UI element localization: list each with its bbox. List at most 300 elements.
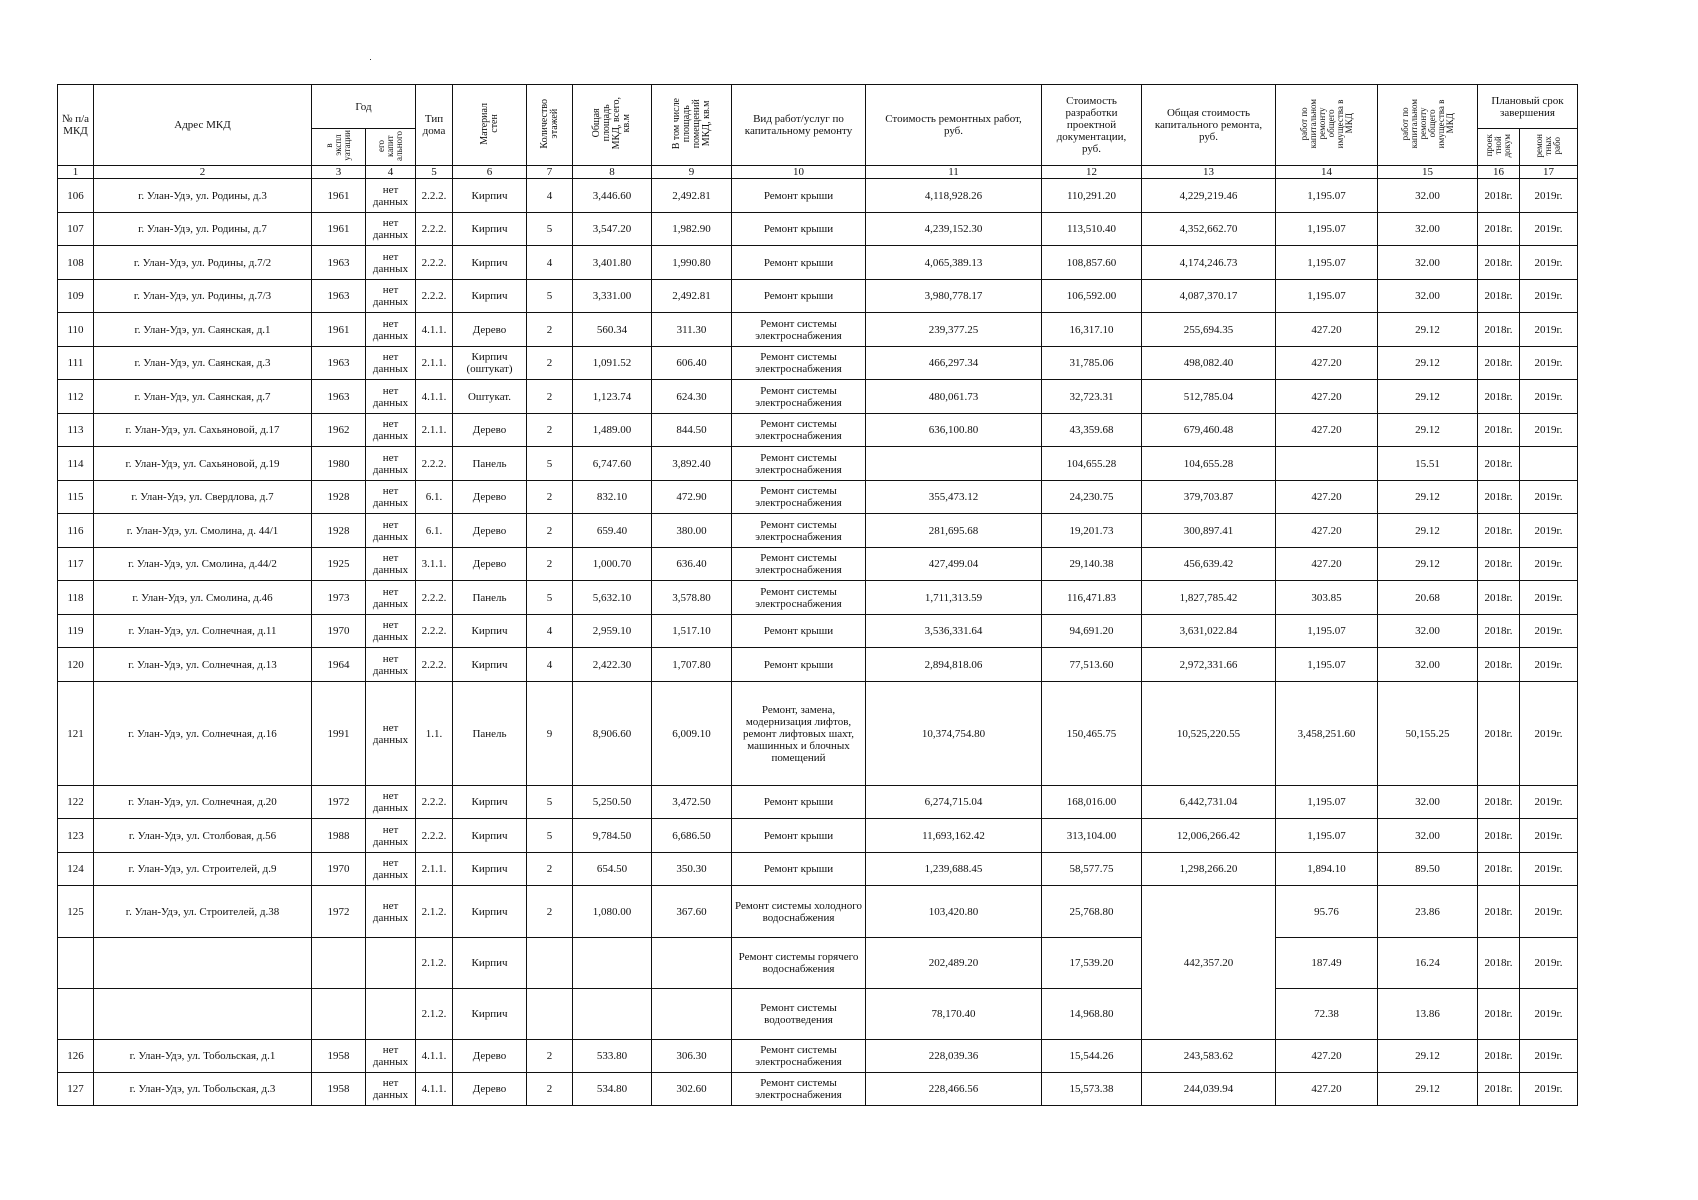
deadline-design-cell: 2018г.	[1478, 414, 1520, 447]
deadline-works-cell: 2019г.	[1520, 246, 1578, 280]
total-cost-cell: 456,639.42	[1142, 548, 1276, 581]
col15-cell: 50,155.25	[1378, 682, 1478, 786]
col14-cell: 1,195.07	[1276, 819, 1378, 853]
material-cell: Дерево	[453, 414, 527, 447]
floors-cell: 2	[527, 347, 573, 380]
col15-cell: 15.51	[1378, 447, 1478, 481]
deadline-design-cell: 2018г.	[1478, 786, 1520, 819]
floors-cell: 5	[527, 819, 573, 853]
header-area-rooms: В том числе площадь помещений МКД, кв.м	[652, 85, 732, 166]
total-cost-cell: 379,703.87	[1142, 481, 1276, 514]
floors-cell: 5	[527, 581, 573, 615]
year-cell	[312, 938, 366, 989]
address-cell: г. Улан-Удэ, ул. Тобольская, д.1	[94, 1040, 312, 1073]
year-cell: 1980	[312, 447, 366, 481]
deadline-design-cell: 2018г.	[1478, 313, 1520, 347]
house-type-cell: 4.1.1.	[416, 1073, 453, 1106]
floors-cell: 5	[527, 280, 573, 313]
cost-cell: 1,711,313.59	[866, 581, 1042, 615]
deadline-design-cell: 2018г.	[1478, 548, 1520, 581]
deadline-works-cell: 2019г.	[1520, 819, 1578, 853]
cost-cell: 11,693,162.42	[866, 819, 1042, 853]
year-cell: 1972	[312, 886, 366, 938]
deadline-works-cell: 2019г.	[1520, 380, 1578, 414]
address-cell: г. Улан-Удэ, ул. Смолина, д.46	[94, 581, 312, 615]
work-type-cell: Ремонт системы электроснабжения	[732, 447, 866, 481]
total-area-cell: 560.34	[573, 313, 652, 347]
column-number: 4	[366, 166, 416, 179]
deadline-design-cell: 2018г.	[1478, 886, 1520, 938]
house-type-cell: 6.1.	[416, 481, 453, 514]
house-type-cell: 4.1.1.	[416, 313, 453, 347]
total-area-cell	[573, 938, 652, 989]
col15-cell: 32.00	[1378, 179, 1478, 213]
header-design-cost: Стоимость разработки проектной документации, руб.	[1042, 85, 1142, 166]
floors-cell: 5	[527, 213, 573, 246]
house-type-cell: 2.2.2.	[416, 819, 453, 853]
table-row	[58, 1073, 1578, 1106]
total-cost-cell: 104,655.28	[1142, 447, 1276, 481]
total-cost-cell: 3,631,022.84	[1142, 615, 1276, 648]
address-cell: г. Улан-Удэ, ул. Сахьяновой, д.19	[94, 447, 312, 481]
table-row	[58, 347, 1578, 380]
house-type-cell: 3.1.1.	[416, 548, 453, 581]
table-row	[58, 682, 1578, 786]
address-cell: г. Улан-Удэ, ул. Сахьяновой, д.17	[94, 414, 312, 447]
material-cell: Кирпич	[453, 886, 527, 938]
floors-cell: 2	[527, 1040, 573, 1073]
capital-year-cell: нет данных	[366, 481, 416, 514]
header-area-total: Общая площадь МКД, всего, кв.м	[573, 85, 652, 166]
work-type-cell: Ремонт системы электроснабжения	[732, 581, 866, 615]
deadline-design-cell: 2018г.	[1478, 447, 1520, 481]
design-cost-cell: 29,140.38	[1042, 548, 1142, 581]
repair-plan-table	[57, 84, 1578, 1106]
deadline-design-cell: 2018г.	[1478, 514, 1520, 548]
col15-cell: 29.12	[1378, 481, 1478, 514]
row-number	[58, 989, 94, 1040]
address-cell: г. Улан-Удэ, ул. Родины, д.7/3	[94, 280, 312, 313]
total-cost-cell: 6,442,731.04	[1142, 786, 1276, 819]
rooms-area-cell: 2,492.81	[652, 179, 732, 213]
row-number: 124	[58, 853, 94, 886]
work-type-cell: Ремонт системы электроснабжения	[732, 347, 866, 380]
col14-cell: 1,195.07	[1276, 179, 1378, 213]
work-type-cell: Ремонт крыши	[732, 648, 866, 682]
row-number: 127	[58, 1073, 94, 1106]
col14-cell: 3,458,251.60	[1276, 682, 1378, 786]
capital-year-cell	[366, 938, 416, 989]
cost-cell: 1,239,688.45	[866, 853, 1042, 886]
work-type-cell: Ремонт системы электроснабжения	[732, 1073, 866, 1106]
total-area-cell: 1,000.70	[573, 548, 652, 581]
total-area-cell: 3,331.00	[573, 280, 652, 313]
house-type-cell: 1.1.	[416, 682, 453, 786]
col14-cell: 427.20	[1276, 1040, 1378, 1073]
capital-year-cell: нет данных	[366, 280, 416, 313]
col15-cell: 32.00	[1378, 213, 1478, 246]
capital-year-cell: нет данных	[366, 819, 416, 853]
address-cell: г. Улан-Удэ, ул. Строителей, д.38	[94, 886, 312, 938]
floors-cell: 2	[527, 853, 573, 886]
deadline-works-cell: 2019г.	[1520, 1040, 1578, 1073]
row-number: 123	[58, 819, 94, 853]
column-number: 13	[1142, 166, 1276, 179]
capital-year-cell: нет данных	[366, 447, 416, 481]
year-cell: 1970	[312, 615, 366, 648]
cost-cell: 202,489.20	[866, 938, 1042, 989]
header-work: Вид работ/услуг по капитальному ремонту	[732, 85, 866, 166]
deadline-design-cell: 2018г.	[1478, 213, 1520, 246]
table-row	[58, 548, 1578, 581]
total-cost-cell: 4,174,246.73	[1142, 246, 1276, 280]
total-area-cell: 8,906.60	[573, 682, 652, 786]
year-cell: 1963	[312, 380, 366, 414]
floors-cell: 2	[527, 548, 573, 581]
address-cell: г. Улан-Удэ, ул. Саянская, д.7	[94, 380, 312, 414]
total-area-cell: 9,784.50	[573, 819, 652, 853]
row-number: 115	[58, 481, 94, 514]
floors-cell: 5	[527, 786, 573, 819]
year-cell: 1973	[312, 581, 366, 615]
design-cost-cell: 116,471.83	[1042, 581, 1142, 615]
design-cost-cell: 58,577.75	[1042, 853, 1142, 886]
total-cost-cell: 2,972,331.66	[1142, 648, 1276, 682]
house-type-cell: 2.2.2.	[416, 179, 453, 213]
year-cell: 1928	[312, 514, 366, 548]
capital-year-cell: нет данных	[366, 682, 416, 786]
cost-cell: 78,170.40	[866, 989, 1042, 1040]
col14-cell: 1,894.10	[1276, 853, 1378, 886]
capital-year-cell: нет данных	[366, 615, 416, 648]
col14-cell: 427.20	[1276, 313, 1378, 347]
deadline-works-cell: 2019г.	[1520, 213, 1578, 246]
column-number: 14	[1276, 166, 1378, 179]
design-cost-cell: 113,510.40	[1042, 213, 1142, 246]
house-type-cell: 2.1.2.	[416, 938, 453, 989]
floors-cell: 2	[527, 1073, 573, 1106]
year-cell: 1958	[312, 1040, 366, 1073]
col14-cell: 95.76	[1276, 886, 1378, 938]
table-body	[58, 179, 1578, 1106]
deadline-works-cell: 2019г.	[1520, 514, 1578, 548]
capital-year-cell: нет данных	[366, 179, 416, 213]
year-cell: 1925	[312, 548, 366, 581]
capital-year-cell: нет данных	[366, 786, 416, 819]
house-type-cell: 2.1.1.	[416, 414, 453, 447]
rooms-area-cell: 472.90	[652, 481, 732, 514]
col14-cell: 1,195.07	[1276, 615, 1378, 648]
col14-cell: 1,195.07	[1276, 648, 1378, 682]
rooms-area-cell: 380.00	[652, 514, 732, 548]
material-cell: Кирпич	[453, 786, 527, 819]
house-type-cell: 2.2.2.	[416, 786, 453, 819]
cost-cell: 636,100.80	[866, 414, 1042, 447]
material-cell: Панель	[453, 581, 527, 615]
rooms-area-cell: 3,892.40	[652, 447, 732, 481]
rooms-area-cell: 844.50	[652, 414, 732, 447]
col15-cell: 29.12	[1378, 1073, 1478, 1106]
cost-cell: 4,065,389.13	[866, 246, 1042, 280]
deadline-works-cell: 2019г.	[1520, 615, 1578, 648]
material-cell: Дерево	[453, 1040, 527, 1073]
address-cell: г. Улан-Удэ, ул. Тобольская, д.3	[94, 1073, 312, 1106]
address-cell: г. Улан-Удэ, ул. Смолина, д.44/2	[94, 548, 312, 581]
col14-cell: 1,195.07	[1276, 246, 1378, 280]
col14-cell: 427.20	[1276, 414, 1378, 447]
floors-cell: 4	[527, 179, 573, 213]
cost-cell: 4,239,152.30	[866, 213, 1042, 246]
total-cost-cell: 1,298,266.20	[1142, 853, 1276, 886]
rooms-area-cell: 6,686.50	[652, 819, 732, 853]
address-cell: г. Улан-Удэ, ул. Саянская, д.1	[94, 313, 312, 347]
table-row	[58, 615, 1578, 648]
year-cell: 1963	[312, 347, 366, 380]
row-number	[58, 938, 94, 989]
cost-cell: 3,536,331.64	[866, 615, 1042, 648]
row-number: 106	[58, 179, 94, 213]
deadline-design-cell: 2018г.	[1478, 1073, 1520, 1106]
rooms-area-cell: 2,492.81	[652, 280, 732, 313]
col15-cell: 32.00	[1378, 280, 1478, 313]
house-type-cell: 4.1.1.	[416, 380, 453, 414]
material-cell: Дерево	[453, 548, 527, 581]
year-cell: 1958	[312, 1073, 366, 1106]
total-cost-cell: 4,087,370.17	[1142, 280, 1276, 313]
material-cell: Кирпич	[453, 819, 527, 853]
total-area-cell: 1,091.52	[573, 347, 652, 380]
rooms-area-cell: 6,009.10	[652, 682, 732, 786]
capital-year-cell: нет данных	[366, 1040, 416, 1073]
address-cell: г. Улан-Удэ, ул. Солнечная, д.20	[94, 786, 312, 819]
rooms-area-cell: 624.30	[652, 380, 732, 414]
deadline-works-cell: 2019г.	[1520, 347, 1578, 380]
house-type-cell: 2.2.2.	[416, 648, 453, 682]
row-number: 120	[58, 648, 94, 682]
house-type-cell: 2.1.2.	[416, 886, 453, 938]
address-cell: г. Улан-Удэ, ул. Свердлова, д.7	[94, 481, 312, 514]
floors-cell: 4	[527, 648, 573, 682]
rooms-area-cell: 1,707.80	[652, 648, 732, 682]
design-cost-cell: 15,544.26	[1042, 1040, 1142, 1073]
col14-cell	[1276, 447, 1378, 481]
year-cell: 1988	[312, 819, 366, 853]
row-number: 122	[58, 786, 94, 819]
deadline-design-cell: 2018г.	[1478, 1040, 1520, 1073]
deadline-works-cell: 2019г.	[1520, 280, 1578, 313]
table-row	[58, 414, 1578, 447]
year-cell: 1928	[312, 481, 366, 514]
rooms-area-cell: 1,990.80	[652, 246, 732, 280]
row-number: 119	[58, 615, 94, 648]
table-row	[58, 819, 1578, 853]
header-deadline-design: проек тной докум	[1478, 129, 1520, 166]
deadline-works-cell: 2019г.	[1520, 313, 1578, 347]
floors-cell: 2	[527, 481, 573, 514]
house-type-cell: 6.1.	[416, 514, 453, 548]
table-row	[58, 648, 1578, 682]
address-cell: г. Улан-Удэ, ул. Солнечная, д.13	[94, 648, 312, 682]
table-row	[58, 581, 1578, 615]
total-cost-cell: 512,785.04	[1142, 380, 1276, 414]
design-cost-cell: 313,104.00	[1042, 819, 1142, 853]
col15-cell: 29.12	[1378, 380, 1478, 414]
floors-cell	[527, 989, 573, 1040]
table-row	[58, 938, 1578, 989]
header-year: Год	[312, 85, 416, 129]
work-type-cell: Ремонт системы электроснабжения	[732, 313, 866, 347]
row-number: 117	[58, 548, 94, 581]
deadline-works-cell: 2019г.	[1520, 1073, 1578, 1106]
work-type-cell: Ремонт, замена, модернизация лифтов, ремонт лифтовых шахт, машинных и блочных помещений	[732, 682, 866, 786]
rooms-area-cell: 350.30	[652, 853, 732, 886]
total-area-cell: 1,080.00	[573, 886, 652, 938]
rooms-area-cell: 3,578.80	[652, 581, 732, 615]
material-cell: Кирпич	[453, 615, 527, 648]
floors-cell	[527, 938, 573, 989]
house-type-cell: 2.1.1.	[416, 853, 453, 886]
capital-year-cell: нет данных	[366, 380, 416, 414]
col15-cell: 32.00	[1378, 246, 1478, 280]
house-type-cell: 2.2.2.	[416, 280, 453, 313]
address-cell: г. Улан-Удэ, ул. Родины, д.3	[94, 179, 312, 213]
col15-cell: 20.68	[1378, 581, 1478, 615]
capital-year-cell: нет данных	[366, 313, 416, 347]
design-cost-cell: 168,016.00	[1042, 786, 1142, 819]
year-cell: 1972	[312, 786, 366, 819]
rooms-area-cell: 606.40	[652, 347, 732, 380]
design-cost-cell: 104,655.28	[1042, 447, 1142, 481]
deadline-design-cell: 2018г.	[1478, 615, 1520, 648]
col14-cell: 427.20	[1276, 514, 1378, 548]
capital-year-cell: нет данных	[366, 213, 416, 246]
table-row	[58, 1040, 1578, 1073]
work-type-cell: Ремонт системы электроснабжения	[732, 414, 866, 447]
deadline-works-cell: 2019г.	[1520, 179, 1578, 213]
design-cost-cell: 110,291.20	[1042, 179, 1142, 213]
material-cell: Дерево	[453, 481, 527, 514]
cost-cell: 427,499.04	[866, 548, 1042, 581]
cost-cell: 480,061.73	[866, 380, 1042, 414]
cost-cell: 2,894,818.06	[866, 648, 1042, 682]
col14-cell: 72.38	[1276, 989, 1378, 1040]
design-cost-cell: 150,465.75	[1042, 682, 1142, 786]
address-cell: г. Улан-Удэ, ул. Саянская, д.3	[94, 347, 312, 380]
capital-year-cell: нет данных	[366, 853, 416, 886]
total-area-cell: 6,747.60	[573, 447, 652, 481]
header-floors: Количество этажей	[527, 85, 573, 166]
design-cost-cell: 77,513.60	[1042, 648, 1142, 682]
rooms-area-cell: 3,472.50	[652, 786, 732, 819]
column-number: 6	[453, 166, 527, 179]
total-cost-cell: 243,583.62	[1142, 1040, 1276, 1073]
capital-year-cell: нет данных	[366, 414, 416, 447]
header-address: Адрес МКД	[94, 85, 312, 166]
table-row	[58, 246, 1578, 280]
col15-cell: 29.12	[1378, 548, 1478, 581]
deadline-works-cell: 2019г.	[1520, 853, 1578, 886]
deadline-works-cell: 2019г.	[1520, 886, 1578, 938]
table-row	[58, 853, 1578, 886]
deadline-works-cell: 2019г.	[1520, 414, 1578, 447]
table-row	[58, 481, 1578, 514]
work-type-cell: Ремонт системы горячего водоснабжения	[732, 938, 866, 989]
address-cell: г. Улан-Удэ, ул. Солнечная, д.11	[94, 615, 312, 648]
rooms-area-cell: 306.30	[652, 1040, 732, 1073]
col15-cell: 32.00	[1378, 819, 1478, 853]
col14-cell: 1,195.07	[1276, 786, 1378, 819]
header-type: Тип дома	[416, 85, 453, 166]
material-cell: Панель	[453, 447, 527, 481]
col14-cell: 427.20	[1276, 380, 1378, 414]
total-cost-cell: 12,006,266.42	[1142, 819, 1276, 853]
cost-cell: 228,466.56	[866, 1073, 1042, 1106]
address-cell	[94, 989, 312, 1040]
total-area-cell: 533.80	[573, 1040, 652, 1073]
total-cost-cell: 498,082.40	[1142, 347, 1276, 380]
table-row	[58, 380, 1578, 414]
address-cell: г. Улан-Удэ, ул. Столбовая, д.56	[94, 819, 312, 853]
row-number: 113	[58, 414, 94, 447]
row-number: 114	[58, 447, 94, 481]
total-area-cell	[573, 989, 652, 1040]
cost-cell: 228,039.36	[866, 1040, 1042, 1073]
capital-year-cell: нет данных	[366, 514, 416, 548]
house-type-cell: 2.2.2.	[416, 581, 453, 615]
column-number: 17	[1520, 166, 1578, 179]
material-cell: Оштукат.	[453, 380, 527, 414]
material-cell: Кирпич (оштукат)	[453, 347, 527, 380]
work-type-cell: Ремонт крыши	[732, 853, 866, 886]
rooms-area-cell: 367.60	[652, 886, 732, 938]
rooms-area-cell: 1,517.10	[652, 615, 732, 648]
deadline-design-cell: 2018г.	[1478, 280, 1520, 313]
rooms-area-cell: 1,982.90	[652, 213, 732, 246]
house-type-cell: 4.1.1.	[416, 1040, 453, 1073]
header-col15: работ по капитальном ремонту общего имущества в МКД	[1378, 85, 1478, 166]
material-cell: Панель	[453, 682, 527, 786]
capital-year-cell: нет данных	[366, 347, 416, 380]
total-area-cell: 3,401.80	[573, 246, 652, 280]
cost-cell: 355,473.12	[866, 481, 1042, 514]
total-area-cell: 832.10	[573, 481, 652, 514]
floors-cell: 2	[527, 414, 573, 447]
capital-year-cell: нет данных	[366, 648, 416, 682]
address-cell: г. Улан-Удэ, ул. Строителей, д.9	[94, 853, 312, 886]
total-cost-cell: 4,229,219.46	[1142, 179, 1276, 213]
header-deadline: Плановый срок завершения	[1478, 85, 1578, 129]
column-number: 8	[573, 166, 652, 179]
floors-cell: 4	[527, 246, 573, 280]
material-cell: Дерево	[453, 514, 527, 548]
design-cost-cell: 15,573.38	[1042, 1073, 1142, 1106]
row-number: 109	[58, 280, 94, 313]
col15-cell: 32.00	[1378, 615, 1478, 648]
year-cell: 1964	[312, 648, 366, 682]
col14-cell: 1,195.07	[1276, 213, 1378, 246]
col14-cell: 427.20	[1276, 1073, 1378, 1106]
deadline-design-cell: 2018г.	[1478, 380, 1520, 414]
work-type-cell: Ремонт крыши	[732, 786, 866, 819]
floors-cell: 4	[527, 615, 573, 648]
address-cell: г. Улан-Удэ, ул. Солнечная, д.16	[94, 682, 312, 786]
deadline-works-cell	[1520, 447, 1578, 481]
cost-cell	[866, 447, 1042, 481]
total-cost-cell: 679,460.48	[1142, 414, 1276, 447]
row-number: 111	[58, 347, 94, 380]
work-type-cell: Ремонт крыши	[732, 179, 866, 213]
row-number: 108	[58, 246, 94, 280]
